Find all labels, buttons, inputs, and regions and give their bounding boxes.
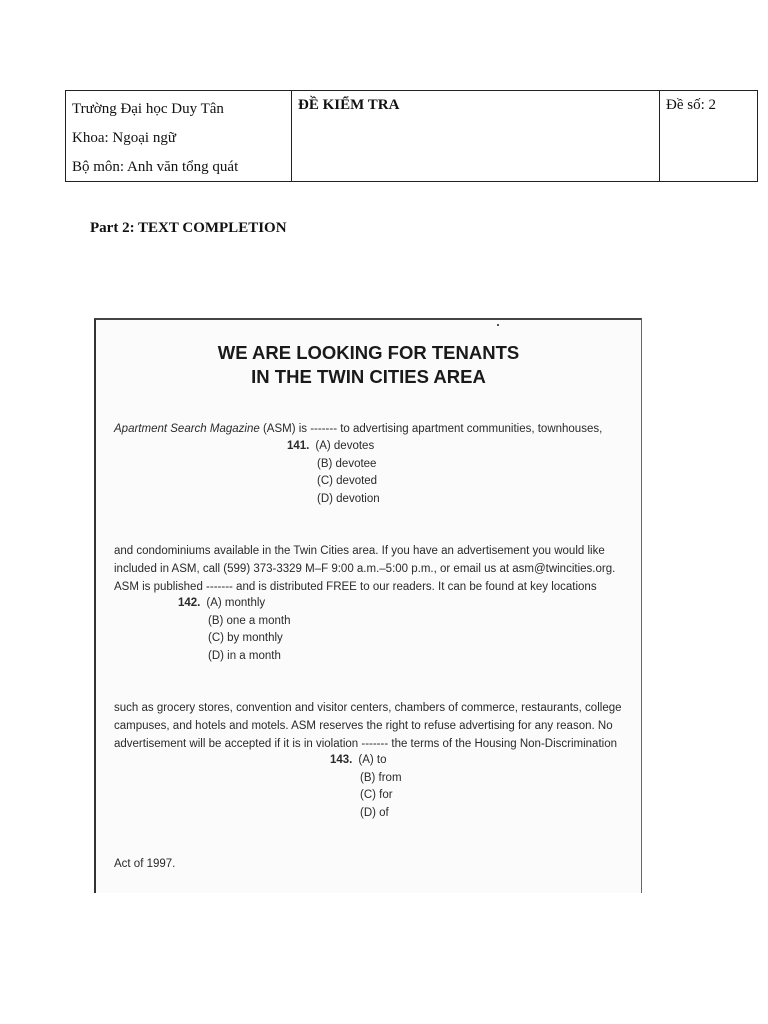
- paragraph-3-line1: such as grocery stores, convention and visitor centers, chambers of commerce, restaurants, college: [114, 702, 622, 714]
- paragraph-3-line3: advertisement will be accepted if it is in violation ------- the terms of the Housing Non-Discrimination: [114, 738, 617, 750]
- question-number: 142.: [178, 597, 201, 609]
- paragraph-2-line3: ASM is published ------- and is distributed FREE to our readers. It can be found at key locations: [114, 581, 597, 593]
- option-c[interactable]: (C) devoted: [317, 475, 378, 487]
- option-c[interactable]: (C) for: [360, 789, 393, 801]
- exam-code: Đề số: 2: [666, 97, 716, 113]
- option-a[interactable]: (A) devotes: [315, 440, 375, 452]
- option-d[interactable]: (D) of: [360, 806, 389, 819]
- paragraph-2-line2: included in ASM, call (599) 373-3329 M–F 9:00 a.m.–5:00 p.m., or email us at asm@twincities.org.: [114, 563, 616, 575]
- passage-heading-line2: IN THE TWIN CITIES AREA: [251, 366, 486, 387]
- paragraph-1-text: (ASM) is ------- to advertising apartment communities, townhouses,: [259, 423, 603, 435]
- exam-title-cell: [292, 91, 660, 181]
- faculty-name: Khoa: Ngoại ngữ: [72, 130, 176, 146]
- passage-heading-line1: WE ARE LOOKING FOR TENANTS: [217, 342, 520, 363]
- magazine-name: Apartment Search Magazine: [114, 423, 260, 435]
- exam-title: ĐỀ KIỂM TRA: [298, 97, 400, 113]
- option-b[interactable]: (B) devotee: [317, 457, 377, 470]
- part-title: Part 2: TEXT COMPLETION: [90, 220, 287, 236]
- exam-header-table: [65, 90, 758, 182]
- scanned-passage: [94, 318, 642, 893]
- question-141: [287, 438, 380, 508]
- paragraph-2-line1: and condominiums available in the Twin Cities area. If you have an advertisement you would like: [114, 545, 605, 557]
- question-142: [178, 595, 290, 665]
- question-143: [330, 752, 402, 822]
- paragraph-4: Act of 1997.: [114, 858, 176, 870]
- school-info-cell: [66, 91, 292, 181]
- option-a[interactable]: (A) to: [358, 754, 387, 766]
- school-name: Trường Đại học Duy Tân: [72, 101, 224, 117]
- department-name: Bộ môn: Anh văn tổng quát: [72, 159, 239, 175]
- question-number: 141.: [287, 440, 310, 452]
- option-d[interactable]: (D) in a month: [208, 649, 281, 662]
- exam-code-cell: [660, 91, 757, 181]
- option-c[interactable]: (C) by monthly: [208, 632, 283, 644]
- scan-speck: [497, 324, 499, 326]
- paragraph-3-line2: campuses, and hotels and motels. ASM reserves the right to refuse advertising for any reason. No: [114, 720, 613, 732]
- option-d[interactable]: (D) devotion: [317, 492, 380, 505]
- question-number: 143.: [330, 754, 353, 766]
- paragraph-1: [114, 420, 602, 439]
- option-b[interactable]: (B) from: [360, 771, 402, 784]
- option-a[interactable]: (A) monthly: [206, 597, 266, 609]
- option-b[interactable]: (B) one a month: [208, 614, 291, 627]
